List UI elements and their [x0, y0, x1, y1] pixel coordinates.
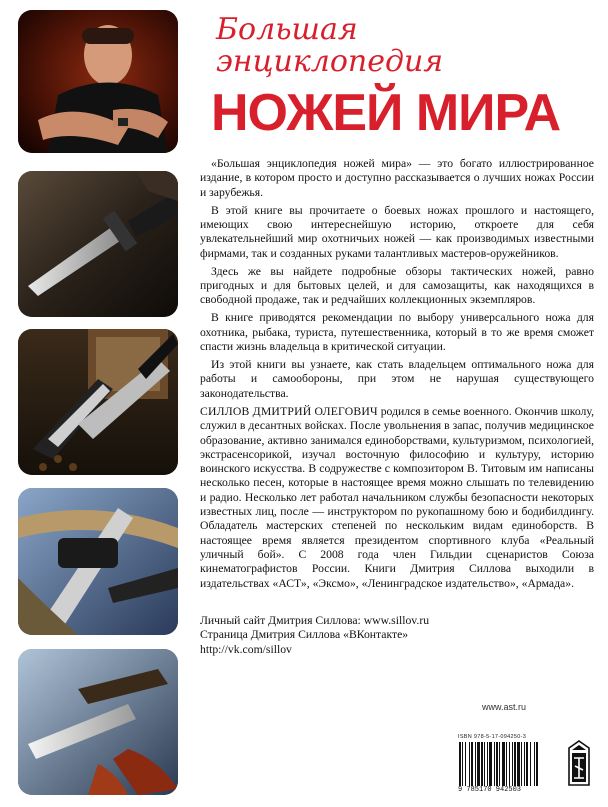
barcode	[458, 742, 561, 786]
barcode-bar	[524, 742, 525, 786]
book-title: НОЖЕЙ МИРА	[211, 84, 561, 142]
paragraph: Из этой книги вы узнаете, как стать владельцем оптимального ножа для работы и самообороны, при этом не нарушая существующего законодательства.	[200, 358, 594, 400]
barcode-bar	[534, 742, 535, 786]
barcode-bar	[494, 742, 495, 786]
barcode-number: 9 785170 942503	[458, 786, 522, 794]
barcode-bar	[481, 742, 483, 786]
vk-page-label: Страница Дмитрия Силлова «ВКонтакте»	[200, 628, 409, 642]
barcode-bar	[526, 742, 528, 786]
paragraph: В этой книге вы прочитаете о боевых ножах прошлого и настоящего, имеющих свою интереснейшую историю, откроете для себя увлекательнейший мир охотничьих ножей — как производимых известными фирмами, так и созданных руками талантливых мастеров-оружейников.	[200, 203, 594, 260]
barcode-bar	[514, 742, 516, 786]
knife-photo-2	[18, 329, 178, 475]
book-description	[200, 157, 594, 405]
barcode-bar	[499, 742, 500, 786]
knife-photo-4	[18, 649, 178, 795]
bio-paragraph	[200, 405, 594, 591]
bio-text: родился в семье военного. Окончив школу, служил в десантных войсках. После увольнения в запас, получив медицинское образование, активно занимался единоборствами, культуризмом, психологией, экстрасенсорикой, изучал восточную философию и культуру, историю воинского искусства. В содружестве с композитором В. Титовым им написаны несколько песен, которые в настоящее время можно слышать по телевидению и радио. Несколько лет работал начальником службы безопасности некоторых известных лиц, после — инструктором по рукопашному бою и бодибилдингу. Обладатель мастерских степеней по нескольким видам единоборств. В настоящее время является президентом спортивного клуба «Реальный уличный бой». С 2008 года член Гильдии сценаристов Союза кинематографистов России. Книги Дмитрия Силлова выходили в издательствах «АСТ», «Эксмо», «Ленинградское издательство», «Армада».	[200, 405, 594, 590]
barcode-bar	[459, 742, 461, 786]
author-name: СИЛЛОВ ДМИТРИЙ ОЛЕГОВИЧ	[200, 405, 378, 418]
personal-site-link[interactable]: Личный сайт Дмитрия Силлова: www.sillov.ru	[200, 614, 430, 627]
barcode-bar	[496, 742, 498, 786]
paragraph: Здесь же вы найдете подробные обзоры тактических ножей, равно пригодных и для бытовых целей, и для самозащиты, как находящихся в свободной продаже, так и редчайших коллекционных экземпляров.	[200, 264, 594, 307]
author-photo	[18, 10, 178, 153]
barcode-bar	[509, 742, 510, 786]
barcode-bar	[521, 742, 522, 786]
barcode-bar	[469, 742, 470, 786]
vk-page-link[interactable]: http://vk.com/sillov	[200, 642, 292, 656]
barcode-bar	[484, 742, 485, 786]
barcode-bar	[502, 742, 505, 786]
barcode-bar	[487, 742, 488, 786]
barcode-bar	[477, 742, 480, 786]
isbn-text: ISBN 978-5-17-094250-3	[458, 734, 527, 740]
title-line-2: энциклопедия	[216, 44, 444, 79]
paragraph: «Большая энциклопедия ножей мира» — это богато иллюстрированное издание, в котором просто и доступно рассказывается о лучших ножах России и зарубежья.	[200, 157, 594, 199]
paragraph: В книге приводятся рекомендации по выбору универсального ножа для охотника, рыбака, туриста, путешественника, который в то же время сможет спасти жизнь владельца в критической ситуации.	[200, 311, 594, 353]
barcode-bar	[465, 742, 466, 786]
knife-photo-1	[18, 171, 178, 317]
author-bio	[200, 405, 594, 591]
barcode-bar	[471, 742, 473, 786]
isbn-block	[458, 734, 566, 794]
barcode-bar	[489, 742, 492, 786]
barcode-bar	[512, 742, 513, 786]
barcode-bar	[506, 742, 507, 786]
knife-photo-3	[18, 488, 178, 635]
barcode-bar	[530, 742, 531, 786]
barcode-bar	[475, 742, 476, 786]
barcode-bar	[517, 742, 520, 786]
barcode-bar	[462, 742, 463, 786]
barcode-bar	[536, 742, 538, 786]
publisher-logo-icon	[568, 740, 590, 786]
publisher-site[interactable]: www.ast.ru	[482, 702, 527, 712]
author-links	[200, 614, 429, 657]
title-line-1: Большая	[216, 12, 358, 47]
